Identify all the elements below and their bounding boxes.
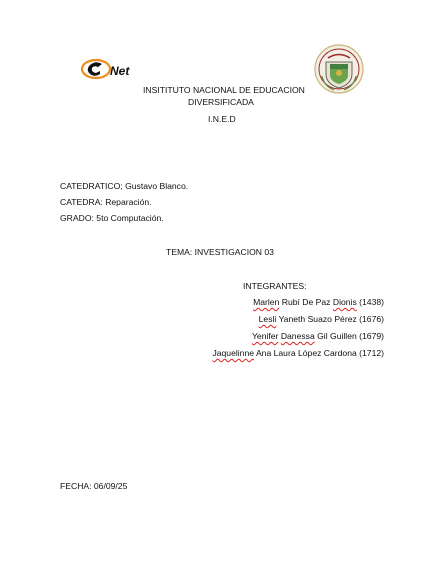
member-line: [259, 314, 384, 325]
fecha-line: FECHA: 06/09/25: [60, 481, 128, 491]
catedratico-line: CATEDRATICO; Gustavo Blanco.: [60, 181, 189, 191]
institute-name-line1: INSITITUTO NACIONAL DE EDUCACION: [143, 85, 305, 95]
member-first-name: Jaquelinne: [212, 348, 255, 358]
net-logo: [80, 57, 144, 81]
member-middle: Yaneth Suazo Pérez (1676): [276, 314, 384, 324]
member-tail: (1438): [356, 297, 384, 307]
catedra-line: CATEDRA: Reparación.: [60, 197, 152, 207]
logo-text: Net: [110, 64, 130, 78]
tema-line: TEMA: INVESTIGACION 03: [166, 247, 274, 257]
member-last-name: Danessa: [280, 331, 315, 341]
member-middle: Rubí De Paz: [279, 297, 333, 307]
institute-crest: [312, 42, 366, 96]
member-first-name: Marlen: [253, 297, 280, 307]
member-line: [212, 348, 384, 359]
institute-acronym: I.N.E.D: [208, 114, 236, 124]
grado-line: GRADO: 5to Computación.: [60, 213, 164, 223]
member-first-name: Lesli: [258, 314, 277, 324]
member-tail: Gil Guillen (1679): [314, 331, 384, 341]
member-line: [252, 331, 384, 342]
member-first-name: Yenifer: [251, 331, 279, 341]
member-line: [253, 297, 384, 308]
institute-name-line2: DIVERSIFICADA: [188, 97, 254, 107]
member-middle: Ana Laura López Cardona (1712): [254, 348, 384, 358]
integrantes-label: INTEGRANTES:: [243, 281, 307, 291]
member-last-name: Dionis: [332, 297, 357, 307]
